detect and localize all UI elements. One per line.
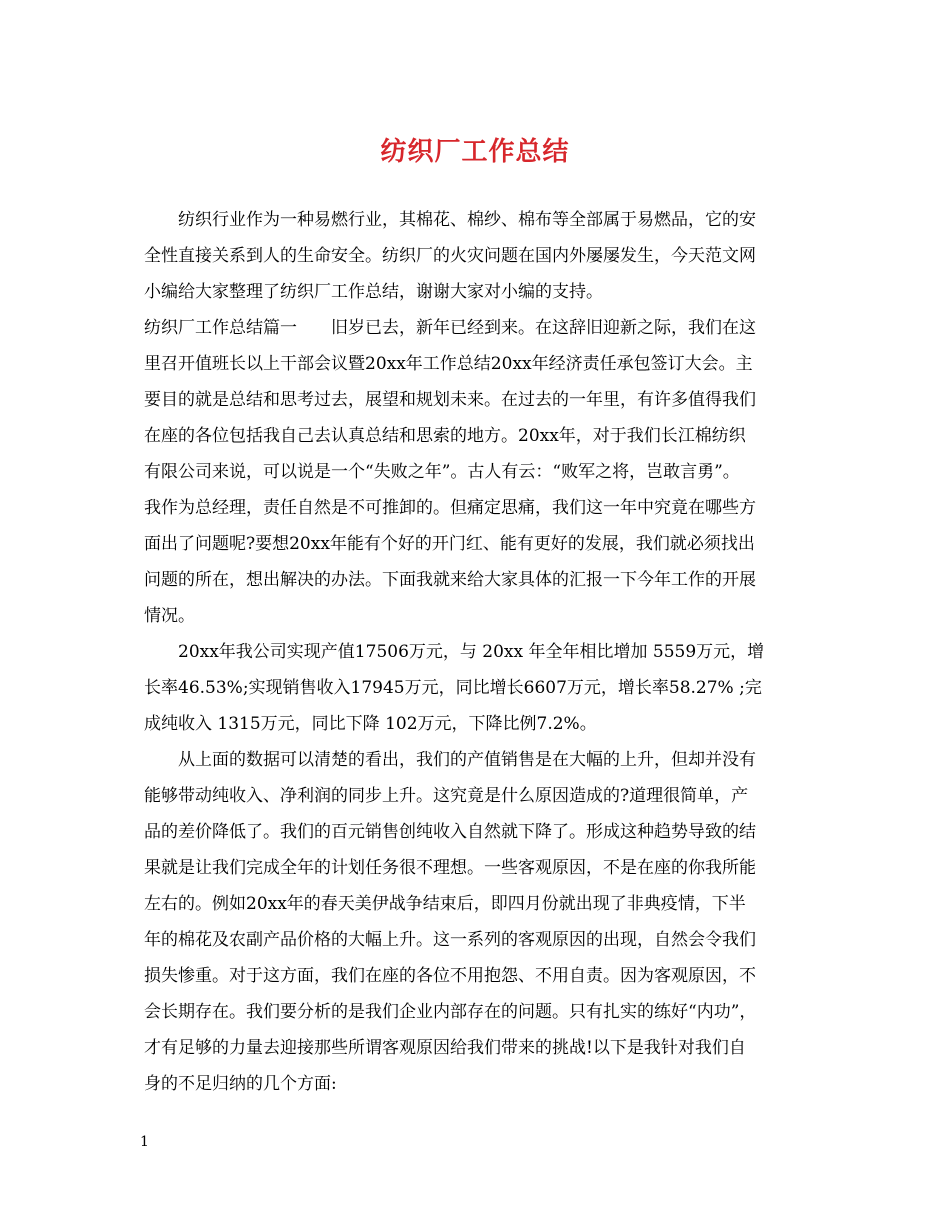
text-line: 身的不足归纳的几个方面:: [144, 1074, 337, 1094]
text-line: 小编给大家整理了纺织厂工作总结，谢谢大家对小编的支持。: [144, 282, 603, 302]
text-line: 在座的各位包括我自己去认真总结和思索的地方。20xx年，对于我们长江棉纺织: [144, 426, 746, 446]
text-line: 才有足够的力量去迎接那些所谓客观原因给我们带来的挑战!以下是我针对我们自: [144, 1038, 746, 1058]
text-line: 全性直接关系到人的生命安全。纺织厂的火灾问题在国内外屡屡发生，今天范文网: [144, 246, 756, 266]
text-line: 纺织行业作为一种易燃行业，其棉花、棉纱、棉布等全部属于易燃品，它的安: [178, 210, 756, 230]
text-line: 里召开值班长以上干部会议暨20xx年工作总结20xx年经济责任承包签订大会。主: [144, 354, 753, 374]
document-title: 纺织厂工作总结: [380, 137, 570, 167]
text-line: 品的差价降低了。我们的百元销售创纯收入自然就下降了。形成这种趋势导致的结: [144, 822, 756, 842]
text-line: 年的棉花及农副产品价格的大幅上升。这一系列的客观原因的出现，自然会令我们: [144, 930, 756, 950]
text-line: 情况。: [144, 606, 195, 626]
text-line: 会长期存在。我们要分析的是我们企业内部存在的问题。只有扎实的练好“内功”，: [144, 1002, 757, 1022]
text-line: 面出了问题呢?要想20xx年能有个好的开门红、能有更好的发展，我们就必须找出: [144, 534, 755, 554]
text-line: 损失惨重。对于这方面，我们在座的各位不用抱怨、不用自责。因为客观原因，不: [144, 966, 756, 986]
text-line: 问题的所在，想出解决的办法。下面我就来给大家具体的汇报一下今年工作的开展: [144, 570, 756, 590]
text-line: 纺织厂工作总结篇一 旧岁已去，新年已经到来。在这辞旧迎新之际，我们在这: [144, 318, 756, 338]
page-number: 1: [140, 1134, 149, 1150]
text-line: 果就是让我们完成全年的计划任务很不理想。一些客观原因，不是在座的你我所能: [144, 858, 756, 878]
text-line: 从上面的数据可以清楚的看出，我们的产值销售是在大幅的上升，但却并没有: [178, 750, 756, 770]
text-line: 20xx年我公司实现产值17506万元，与 20xx 年全年相比增加 5559万元，增: [178, 642, 765, 662]
text-line: 能够带动纯收入、净利润的同步上升。这究竟是什么原因造成的?道理很简单，产: [144, 786, 749, 806]
text-line: 成纯收入 1315万元，同比下降 102万元，下降比例7.2%。: [144, 714, 597, 734]
text-line: 要目的就是总结和思考过去，展望和规划未来。在过去的一年里，有许多值得我们: [144, 390, 756, 410]
text-line: 我作为总经理，责任自然是不可推卸的。但痛定思痛，我们这一年中究竟在哪些方: [144, 498, 756, 518]
document-body: [144, 202, 824, 1102]
text-line: 左右的。例如20xx年的春天美伊战争结束后，即四月份就出现了非典疫情，下半: [144, 894, 746, 914]
text-line: 长率46.53%;实现销售收入17945万元，同比增长6607万元，增长率58.27% ;完: [144, 678, 762, 698]
text-line: 有限公司来说，可以说是一个“失败之年”。古人有云：“败军之将，岂敢言勇”。: [144, 462, 740, 482]
